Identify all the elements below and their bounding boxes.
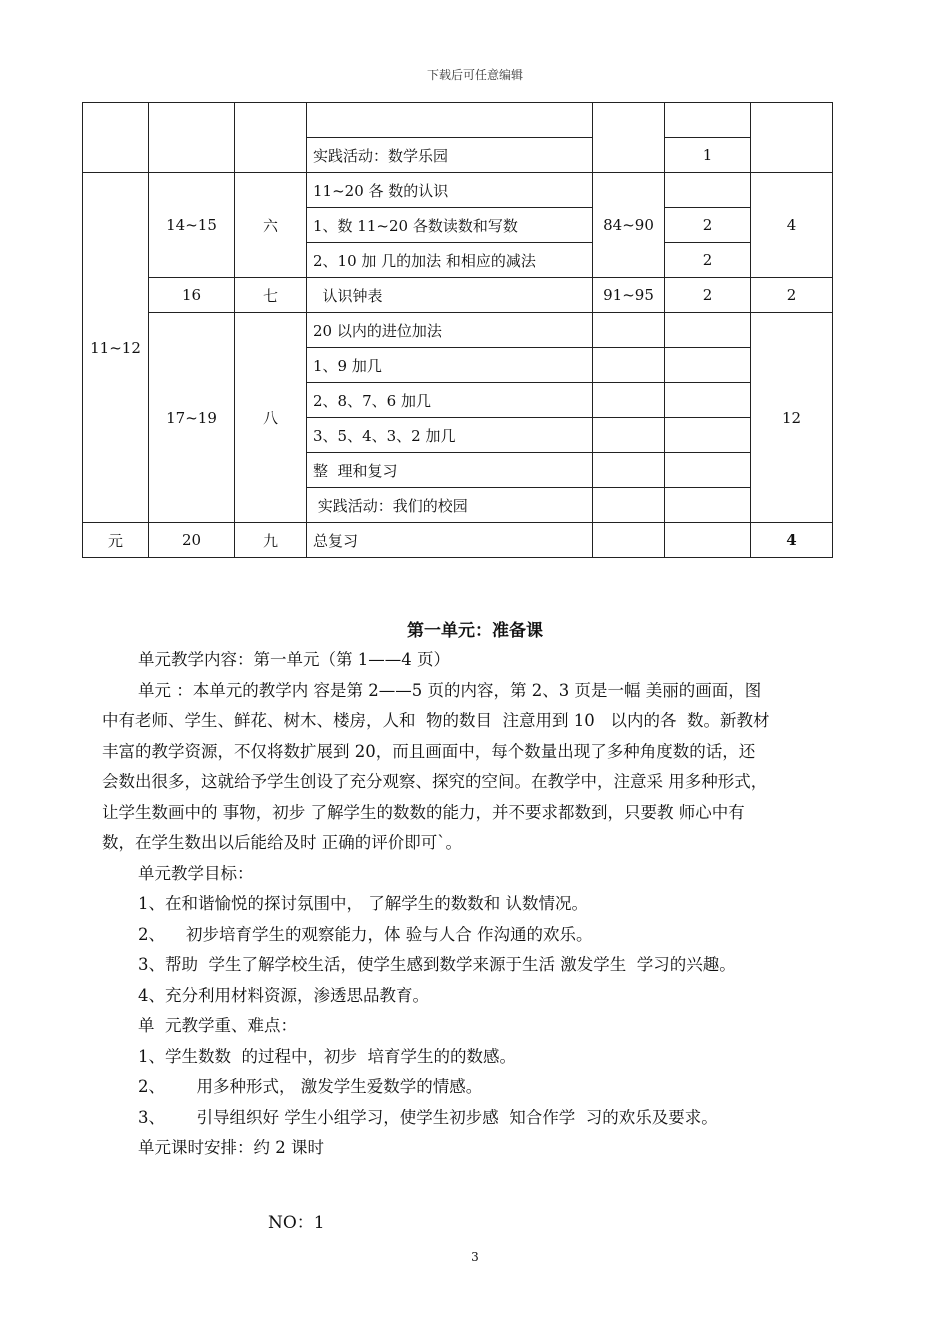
table-cell: 实践活动：数学乐园 [307, 138, 593, 173]
table-row [83, 103, 833, 138]
table-cell: 91~95 [593, 278, 665, 313]
table-cell: 4 [751, 173, 833, 278]
paragraph: 单元教学内容：第一单元（第 1——4 页） [138, 650, 450, 669]
table-cell [593, 488, 665, 523]
paragraph: 2、 用多种形式， 激发学生爱数学的情感。 [138, 1077, 483, 1096]
table-cell [665, 383, 751, 418]
table-cell [665, 418, 751, 453]
table-cell: 实践活动：我们的校园 [307, 488, 593, 523]
table-cell: 2 [665, 278, 751, 313]
table-cell: 14~15 [149, 173, 235, 278]
paragraph: 1、学生数数 的过程中，初步 培育学生的的数感。 [138, 1046, 516, 1066]
paragraph: 3、 引导组织好 学生小组学习，使学生初步感 知合作学 习的欢乐及要求。 [138, 1107, 718, 1127]
table-cell: 17~19 [149, 313, 235, 523]
unit-body [102, 645, 862, 1164]
table-cell [307, 103, 593, 138]
paragraph: 单元 ：本单元的教学内 容是第 2——5 页的内容，第 2、3 页是一幅 美丽的画面，图 [138, 680, 762, 700]
table-cell: 12 [751, 313, 833, 523]
paragraph: 数，在学生数出以后能给及时 正确的评价即可`。 [102, 833, 462, 852]
paragraph: 单 元教学重、难点： [138, 1016, 297, 1035]
table-cell: 2 [665, 208, 751, 243]
table-cell [593, 313, 665, 348]
paragraph: 1、在和谐愉悦的探讨氛围中， 了解学生的数数和 认数情况。 [138, 894, 588, 913]
table-cell: 总复习 [307, 523, 593, 558]
table-cell [593, 418, 665, 453]
page-number: 3 [471, 1250, 479, 1264]
table-cell [83, 103, 149, 173]
table-cell [665, 103, 751, 138]
table-cell: 整 理和复习 [307, 453, 593, 488]
table-cell: 20 [149, 523, 235, 558]
table-cell: 16 [149, 278, 235, 313]
table-cell: 认识钟表 [307, 278, 593, 313]
table-cell: 六 [235, 173, 307, 278]
table-cell: 七 [235, 278, 307, 313]
table-row [83, 313, 833, 348]
table-cell [665, 313, 751, 348]
schedule-table [82, 102, 833, 558]
table-row [83, 523, 833, 558]
paragraph: 4、充分利用材料资源，渗透思品教育。 [138, 985, 429, 1005]
table-cell [235, 103, 307, 173]
table-cell: 20 以内的进位加法 [307, 313, 593, 348]
table-cell: 八 [235, 313, 307, 523]
table-cell: 2 [665, 243, 751, 278]
table-cell: 元 [83, 523, 149, 558]
table-cell: 3、5、4、3、2 加几 [307, 418, 593, 453]
paragraph: 中有老师、学生、鲜花、树木、楼房，人和 物的数目 注意用到 10 以内的各 数。新教材 [102, 711, 770, 730]
paragraph: 会数出很多，这就给予学生创设了充分观察、探究的空间。在教学中，注意采 用多种形式， [102, 772, 768, 791]
paragraph: 让学生数画中的 事物，初步 了解学生的数数的能力，并不要求都数到，只要教 师心中有 [102, 802, 745, 822]
lesson-number: NO：1 [268, 1213, 325, 1233]
table-cell: 1、9 加几 [307, 348, 593, 383]
table-cell [665, 348, 751, 383]
table-cell [593, 103, 665, 173]
table-cell [149, 103, 235, 173]
table-cell [593, 383, 665, 418]
table-row [83, 278, 833, 313]
table-cell [751, 103, 833, 173]
table-cell [665, 453, 751, 488]
table-cell: 九 [235, 523, 307, 558]
table-cell-weeks: 11~12 [83, 173, 149, 523]
table-cell: 2、8、7、6 加几 [307, 383, 593, 418]
table-cell: 1、数 11~20 各数读数和写数 [307, 208, 593, 243]
table-cell [593, 348, 665, 383]
table-cell [593, 453, 665, 488]
unit-title: 第一单元：准备课 [407, 621, 543, 641]
table-cell: 2 [751, 278, 833, 313]
table-cell: 11~20 各 数的认识 [307, 173, 593, 208]
paragraph: 3、帮助 学生了解学校生活，使学生感到数学来源于生活 激发学生 学习的兴趣。 [138, 955, 736, 974]
table-cell: 84~90 [593, 173, 665, 278]
table-row [83, 173, 833, 208]
table-cell [665, 523, 751, 558]
table-cell: 2、10 加 几的加法 和相应的减法 [307, 243, 593, 278]
paragraph: 丰富的教学资源，不仅将数扩展到 20，而且画面中，每个数量出现了多种角度数的话，还 [102, 741, 756, 761]
table-cell [665, 173, 751, 208]
table-cell [665, 488, 751, 523]
table-cell: 4 [751, 523, 833, 558]
table-cell: 1 [665, 138, 751, 173]
table-cell [593, 523, 665, 558]
paragraph: 2、 初步培育学生的观察能力，体 验与人合 作沟通的欢乐。 [138, 924, 593, 944]
paragraph: 单元教学目标： [138, 863, 254, 883]
header-note: 下载后可任意编辑 [426, 68, 523, 82]
paragraph: 单元课时安排：约 2 课时 [138, 1138, 324, 1157]
